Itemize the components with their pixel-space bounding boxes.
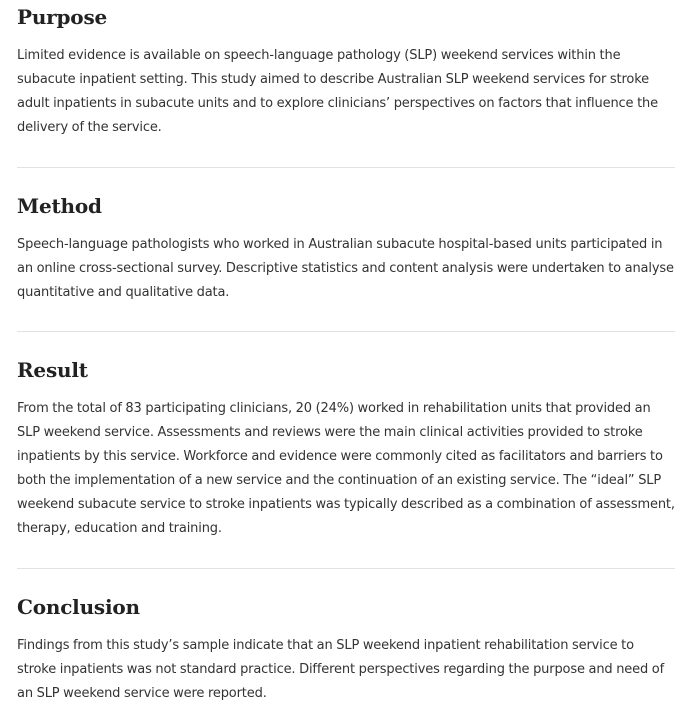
section-heading-result: Result [17,358,88,382]
section-divider [17,167,675,168]
section-conclusion [17,595,675,706]
section-divider [17,331,675,332]
section-purpose [17,5,675,140]
section-method [17,194,675,305]
section-heading-purpose: Purpose [17,5,108,29]
section-heading-method: Method [17,194,102,218]
section-heading-conclusion: Conclusion [17,595,140,619]
section-body-result: From the total of 83 participating clinicians, 20 (24%) worked in rehabilitation units that provided an SLP weekend service. Assessments and reviews were the main clinical activities provided to stroke inpatients by this service. Workforce and evidence were commonly cited as facilitators and barriers to both the implementation of a new service and the continuation of an existing service. The “ideal” SLP weekend subacute service to stroke inpatients was typically described as a combination of assessment, therapy, education and training. [17,401,675,536]
section-result [17,358,675,541]
section-divider [17,568,675,569]
section-body-purpose: Limited evidence is available on speech-language pathology (SLP) weekend services within the subacute inpatient setting. This study aimed to describe Australian SLP weekend services for stroke adult inpatients in subacute units and to explore clinicians’ perspectives on factors that influence the delivery of the service. [17,48,658,135]
section-body-conclusion: Findings from this study’s sample indicate that an SLP weekend inpatient rehabilitation service to stroke inpatients was not standard practice. Different perspectives regarding the purpose and need of an SLP weekend service were reported. [17,638,664,701]
section-body-method: Speech-language pathologists who worked in Australian subacute hospital-based units participated in an online cross-sectional survey. Descriptive statistics and content analysis were undertaken to analyse quantitative and qualitative data. [17,237,674,300]
